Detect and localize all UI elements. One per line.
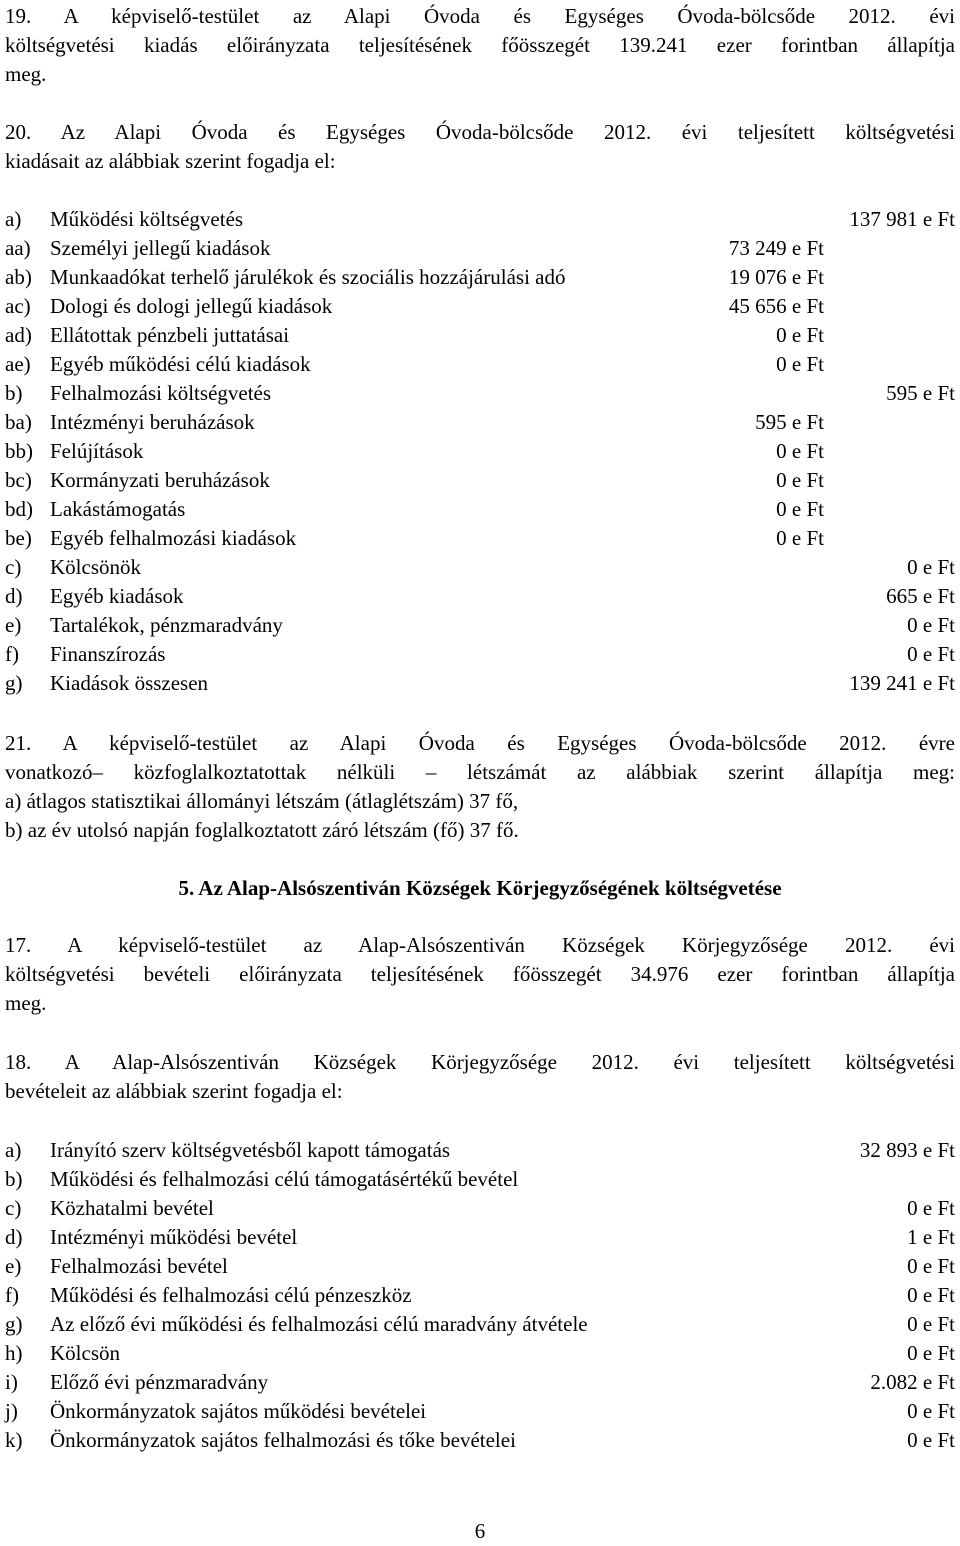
paragraph-19-line-3: meg. bbox=[5, 62, 47, 86]
paragraph-18-line-2: bevételeit az alábbiak szerint fogadja el: bbox=[5, 1079, 343, 1103]
row-total: 0 e Ft bbox=[907, 1254, 955, 1278]
row-total: 1 e Ft bbox=[907, 1225, 955, 1249]
section-5-heading: 5. Az Alap-Alsószentiván Községek Körjegyzőségének költségvetése bbox=[178, 876, 782, 900]
row-text: Felhalmozási bevétel bbox=[50, 1254, 228, 1278]
row-label: ad) bbox=[5, 323, 32, 347]
paragraph-18-line-1: 18. A Alap-Alsószentiván Községek Körjegyzősége 2012. évi teljesített költségvetési bbox=[5, 1050, 955, 1074]
expenses-row bbox=[5, 205, 955, 234]
row-subtotal: 45 656 e Ft bbox=[728, 294, 824, 318]
expenses-row bbox=[5, 640, 955, 669]
expenses-row bbox=[5, 495, 955, 524]
paragraph-18 bbox=[5, 1048, 955, 1106]
row-label: a) bbox=[5, 1138, 22, 1162]
row-text: Egyéb kiadások bbox=[50, 584, 184, 608]
expenses-list bbox=[5, 205, 955, 698]
row-subtotal: 0 e Ft bbox=[776, 352, 824, 376]
row-total: 32 893 e Ft bbox=[859, 1138, 955, 1162]
row-label: ac) bbox=[5, 294, 31, 318]
row-subtotal: 0 e Ft bbox=[776, 526, 824, 550]
revenues-row bbox=[5, 1310, 955, 1339]
row-total: 2.082 e Ft bbox=[870, 1370, 955, 1394]
row-text: Működési költségvetés bbox=[50, 207, 244, 231]
row-total: 0 e Ft bbox=[907, 1341, 955, 1365]
paragraph-19-line-1: 19. A képviselő-testület az Alapi Óvoda és Egységes Óvoda-bölcsőde 2012. évi bbox=[5, 4, 955, 28]
row-label: ae) bbox=[5, 352, 31, 376]
row-total: 139 241 e Ft bbox=[849, 671, 955, 695]
row-text: Önkormányzatok sajátos működési bevételei bbox=[50, 1399, 427, 1423]
paragraph-17-line-2: költségvetési bevételi előirányzata teljesítésének főösszegét 34.976 ezer forintban állapítja bbox=[5, 962, 955, 986]
row-text: Működési és felhalmozási célú támogatásértékű bevétel bbox=[50, 1167, 519, 1191]
row-text: Tartalékok, pénzmaradvány bbox=[50, 613, 283, 637]
row-label: c) bbox=[5, 555, 22, 579]
row-text: Intézményi beruházások bbox=[50, 410, 255, 434]
revenues-row bbox=[5, 1281, 955, 1310]
row-total: 665 e Ft bbox=[886, 584, 955, 608]
row-subtotal: 0 e Ft bbox=[776, 439, 824, 463]
revenues-row bbox=[5, 1252, 955, 1281]
row-label: k) bbox=[5, 1428, 23, 1452]
expenses-row bbox=[5, 408, 955, 437]
row-label: ba) bbox=[5, 410, 32, 434]
row-text: Felújítások bbox=[50, 439, 144, 463]
expenses-row bbox=[5, 553, 955, 582]
expenses-row bbox=[5, 350, 955, 379]
row-label: g) bbox=[5, 1312, 23, 1336]
expenses-row bbox=[5, 611, 955, 640]
paragraph-21-line-4: b) az év utolsó napján foglalkoztatott záró létszám (fő) 37 fő. bbox=[5, 818, 519, 842]
row-text: Egyéb felhalmozási kiadások bbox=[50, 526, 297, 550]
row-text: Kormányzati beruházások bbox=[50, 468, 270, 492]
revenues-row bbox=[5, 1136, 955, 1165]
revenues-row bbox=[5, 1194, 955, 1223]
row-total: 0 e Ft bbox=[907, 1196, 955, 1220]
expenses-row bbox=[5, 292, 955, 321]
row-text: Kölcsön bbox=[50, 1341, 120, 1365]
row-text: Előző évi pénzmaradvány bbox=[50, 1370, 269, 1394]
row-subtotal: 0 e Ft bbox=[776, 468, 824, 492]
row-text: Működési és felhalmozási célú pénzeszköz bbox=[50, 1283, 412, 1307]
row-label: h) bbox=[5, 1341, 23, 1365]
row-label: b) bbox=[5, 1167, 23, 1191]
row-total: 0 e Ft bbox=[907, 613, 955, 637]
row-text: Munkaadókat terhelő járulékok és szociális hozzájárulási adó bbox=[50, 265, 566, 289]
row-label: bb) bbox=[5, 439, 33, 463]
paragraph-20 bbox=[5, 118, 955, 176]
row-total: 0 e Ft bbox=[907, 1312, 955, 1336]
row-subtotal: 73 249 e Ft bbox=[728, 236, 824, 260]
paragraph-20-line-2: kiadásait az alábbiak szerint fogadja el: bbox=[5, 149, 336, 173]
expenses-row bbox=[5, 669, 955, 698]
paragraph-17-line-1: 17. A képviselő-testület az Alap-Alsószentiván Községek Körjegyzősége 2012. évi bbox=[5, 933, 955, 957]
paragraph-17-line-3: meg. bbox=[5, 991, 47, 1015]
expenses-row bbox=[5, 437, 955, 466]
row-text: Ellátottak pénzbeli juttatásai bbox=[50, 323, 290, 347]
row-total: 595 e Ft bbox=[886, 381, 955, 405]
row-text: Irányító szerv költségvetésből kapott támogatás bbox=[50, 1138, 451, 1162]
row-label: f) bbox=[5, 1283, 19, 1307]
revenues-row bbox=[5, 1368, 955, 1397]
row-text: Személyi jellegű kiadások bbox=[50, 236, 271, 260]
expenses-row bbox=[5, 379, 955, 408]
row-subtotal: 0 e Ft bbox=[776, 323, 824, 347]
row-label: c) bbox=[5, 1196, 22, 1220]
revenues-list bbox=[5, 1136, 955, 1455]
row-text: Felhalmozási költségvetés bbox=[50, 381, 272, 405]
row-text: Kiadások összesen bbox=[50, 671, 209, 695]
paragraph-17 bbox=[5, 931, 955, 1018]
row-text: Dologi és dologi jellegű kiadások bbox=[50, 294, 333, 318]
row-text: Önkormányzatok sajátos felhalmozási és tőke bevételei bbox=[50, 1428, 516, 1452]
row-total: 0 e Ft bbox=[907, 642, 955, 666]
row-text: Intézményi működési bevétel bbox=[50, 1225, 298, 1249]
expenses-row bbox=[5, 234, 955, 263]
row-text: Az előző évi működési és felhalmozási célú maradvány átvétele bbox=[50, 1312, 588, 1336]
row-label: i) bbox=[5, 1370, 18, 1394]
row-text: Finanszírozás bbox=[50, 642, 166, 666]
row-subtotal: 19 076 e Ft bbox=[728, 265, 824, 289]
row-subtotal: 0 e Ft bbox=[776, 497, 824, 521]
row-label: j) bbox=[5, 1399, 18, 1423]
row-text: Kölcsönök bbox=[50, 555, 141, 579]
row-label: b) bbox=[5, 381, 23, 405]
row-total: 0 e Ft bbox=[907, 1283, 955, 1307]
row-label: be) bbox=[5, 526, 32, 550]
row-subtotal: 595 e Ft bbox=[755, 410, 824, 434]
row-text: Közhatalmi bevétel bbox=[50, 1196, 214, 1220]
row-total: 0 e Ft bbox=[907, 1399, 955, 1423]
row-label: f) bbox=[5, 642, 19, 666]
paragraph-21-line-2: vonatkozó– közfoglalkoztatottak nélküli – létszámát az alábbiak szerint állapítja meg: bbox=[5, 760, 955, 784]
row-label: g) bbox=[5, 671, 23, 695]
row-label: e) bbox=[5, 1254, 22, 1278]
paragraph-19 bbox=[5, 2, 955, 89]
revenues-row bbox=[5, 1339, 955, 1368]
expenses-row bbox=[5, 524, 955, 553]
row-label: e) bbox=[5, 613, 22, 637]
row-label: bc) bbox=[5, 468, 32, 492]
paragraph-21-line-3: a) átlagos statisztikai állományi létszám (átlaglétszám) 37 fő, bbox=[5, 789, 519, 813]
expenses-row bbox=[5, 582, 955, 611]
row-label: a) bbox=[5, 207, 22, 231]
revenues-row bbox=[5, 1397, 955, 1426]
expenses-row bbox=[5, 263, 955, 292]
paragraph-20-line-1: 20. Az Alapi Óvoda és Egységes Óvoda-bölcsőde 2012. évi teljesített költségvetési bbox=[5, 120, 955, 144]
row-text: Egyéb működési célú kiadások bbox=[50, 352, 311, 376]
row-label: aa) bbox=[5, 236, 31, 260]
row-label: d) bbox=[5, 1225, 23, 1249]
paragraph-19-line-2: költségvetési kiadás előirányzata teljesítésének főösszegét 139.241 ezer forintban állapítja bbox=[5, 33, 955, 57]
row-label: bd) bbox=[5, 497, 33, 521]
row-total: 0 e Ft bbox=[907, 555, 955, 579]
row-text: Lakástámogatás bbox=[50, 497, 186, 521]
paragraph-21-line-1: 21. A képviselő-testület az Alapi Óvoda és Egységes Óvoda-bölcsőde 2012. évre bbox=[5, 731, 955, 755]
row-total: 137 981 e Ft bbox=[849, 207, 955, 231]
expenses-row bbox=[5, 466, 955, 495]
page-number: 6 bbox=[474, 1519, 486, 1543]
row-label: d) bbox=[5, 584, 23, 608]
revenues-row bbox=[5, 1426, 955, 1455]
expenses-row bbox=[5, 321, 955, 350]
paragraph-21 bbox=[5, 729, 955, 845]
row-label: ab) bbox=[5, 265, 32, 289]
revenues-row bbox=[5, 1165, 955, 1194]
revenues-row bbox=[5, 1223, 955, 1252]
row-total: 0 e Ft bbox=[907, 1428, 955, 1452]
